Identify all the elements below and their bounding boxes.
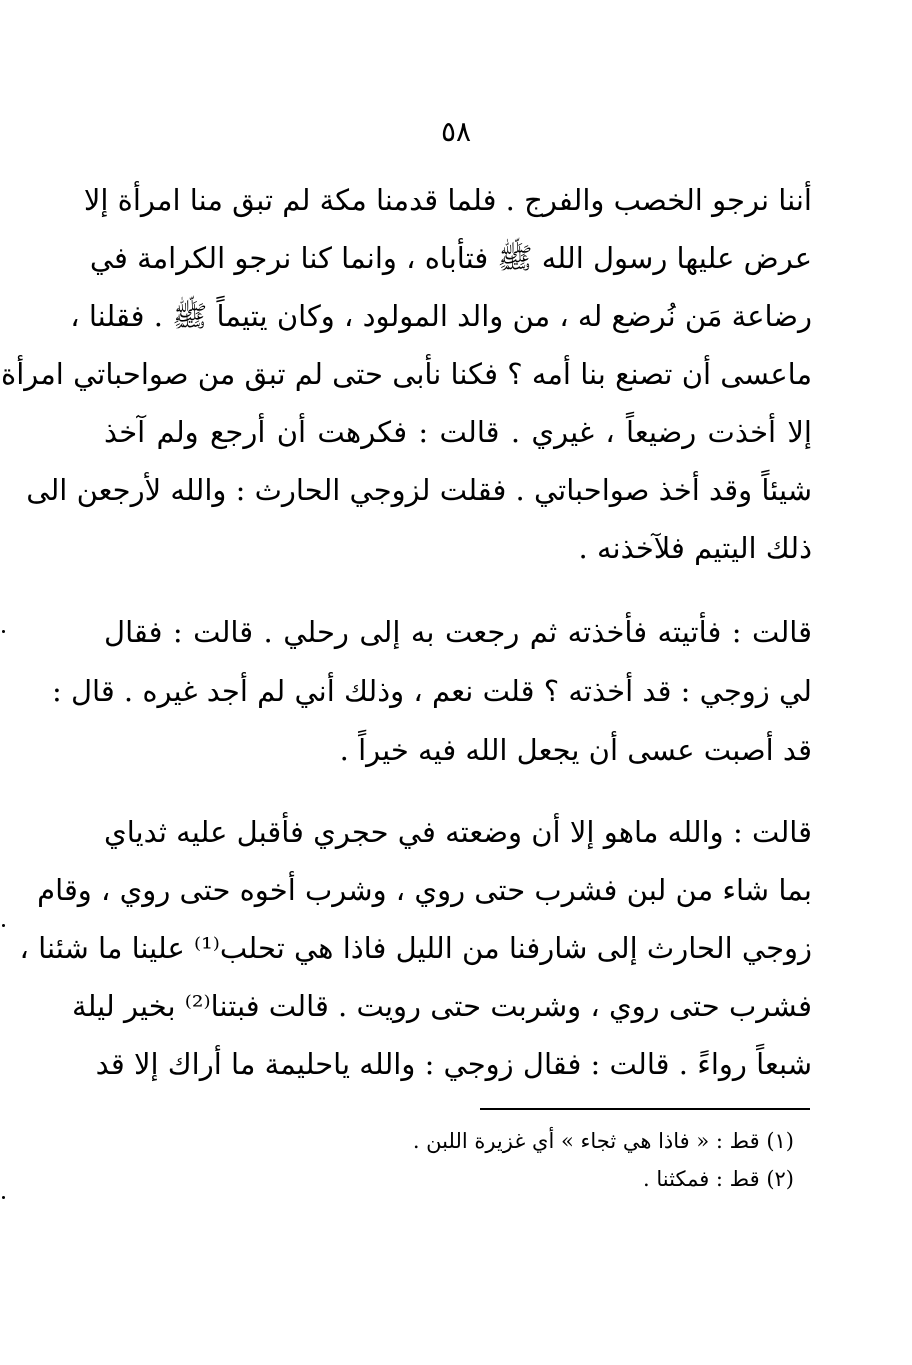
page-number: ٥٨ [440, 115, 472, 148]
footnote-divider [480, 1108, 810, 1110]
text-line: رضاعة مَن نُرضع له ، من والد المولود ، وكان يتيماً ﷺ . فقلنا ، [70, 299, 812, 333]
text-line: عرض عليها رسول الله ﷺ فتأباه ، وانما كنا نرجو الكرامة في [89, 241, 812, 275]
text-line: ذلك اليتيم فلآخذنه . [578, 531, 812, 565]
text-line: فشرب حتى روي ، وشربت حتى رويت . قالت فبتنا⁽²⁾ بخير ليلة [72, 989, 812, 1023]
text-line: شيئاً وقد أخذ صواحباتي . فقلت لزوجي الحارث : والله لأرجعن الى [26, 473, 812, 507]
text-line: زوجي الحارث إلى شارفنا من الليل فاذا هي تحلب⁽¹⁾ علينا ما شئنا ، [19, 931, 812, 965]
footnote-1: (١) قط : « فاذا هي ثجاء » أي غزيرة اللبن . [412, 1129, 794, 1153]
text-line: قالت : والله ماهو إلا أن وضعته في حجري فأقبل عليه ثدياي [104, 815, 812, 849]
text-line: شبعاً رواءً . قالت : فقال زوجي : والله ياحليمة ما أراك إلا قد [95, 1047, 812, 1081]
scan-mark [2, 1196, 5, 1199]
text-line: إلا أخذت رضيعاً ، غيري . قالت : فكرهت أن أرجع ولم آخذ [104, 415, 812, 449]
text-line: قالت : فأتيته فأخذته ثم رجعت به إلى رحلي . قالت : فقال [104, 615, 812, 649]
paragraph-1 [1, 183, 812, 592]
text-line: بما شاء من لبن فشرب حتى روي ، وشرب أخوه حتى روي ، وقام [37, 873, 812, 907]
footnote-2: (٢) قط : فمكثنا . [643, 1167, 794, 1191]
text-line: ماعسى أن تصنع بنا أمه ؟ فكنا نأبى حتى لم تبق من صواحباتي امرأة [1, 357, 812, 391]
text-line: لي زوجي : قد أخذته ؟ قلت نعم ، وذلك أني لم أجد غيره . قال : [51, 674, 812, 708]
paragraph-2 [51, 615, 812, 795]
footnotes [134, 1124, 794, 1200]
scan-mark [2, 924, 5, 927]
scan-mark [2, 630, 5, 633]
text-line: أننا نرجو الخصب والفرج . فلما قدمنا مكة لم تبق منا امرأة إلا [83, 183, 812, 217]
paragraph-3 [19, 815, 812, 1108]
text-line: قد أصبت عسى أن يجعل الله فيه خيراً . [339, 733, 812, 767]
